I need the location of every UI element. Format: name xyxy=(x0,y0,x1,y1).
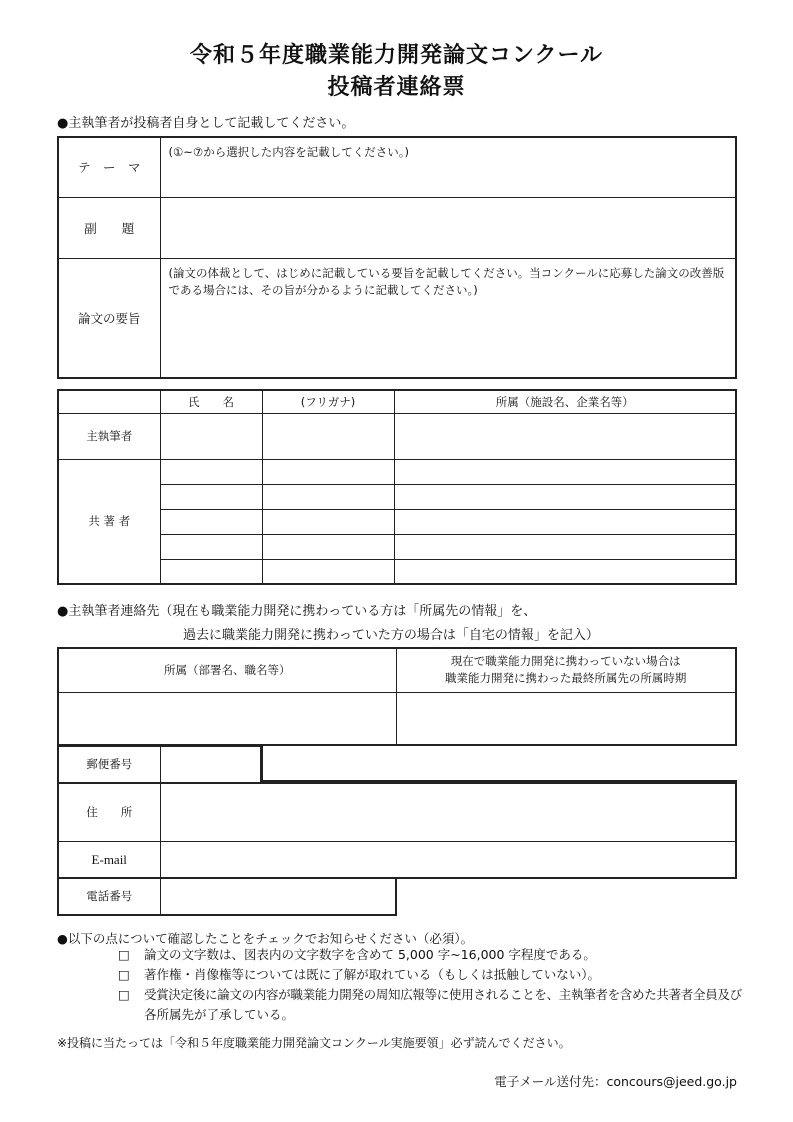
co-author-name-field[interactable] xyxy=(160,559,262,584)
summary-label: 論文の要旨 xyxy=(58,258,160,378)
contact-affiliation-field[interactable] xyxy=(58,692,396,745)
affiliation-header: 所属（施設名、企業名等） xyxy=(394,390,736,413)
theme-hint: (①~⑦から選択した内容を記載してください。) xyxy=(168,145,409,159)
checklist-item[interactable]: □ 著作権・肖像権等については既に了解が取れている（もしくは抵触していない）。 xyxy=(118,965,738,985)
contact-affiliation-header: 所属（部署名、職名等） xyxy=(58,648,396,692)
checkbox[interactable]: □ xyxy=(118,987,130,1002)
co-author-furigana-field[interactable] xyxy=(262,509,394,534)
checkbox[interactable]: □ xyxy=(118,967,130,982)
phone-field[interactable] xyxy=(160,878,396,915)
email-field[interactable] xyxy=(160,841,736,878)
address-field[interactable] xyxy=(160,783,736,841)
subtitle-field[interactable] xyxy=(160,197,736,258)
section1-note: ●主執筆者が投稿者自身として記載してください。 xyxy=(57,116,355,131)
checklist xyxy=(118,945,742,1025)
main-author-affiliation-field[interactable] xyxy=(394,413,736,459)
email-footer: 電子メール送付先：concours@jeed.go.jp xyxy=(494,1074,737,1089)
checklist-item[interactable]: □ 論文の文字数は、図表内の文字数字を含めて 5,000 字~16,000 字程度である。 xyxy=(118,945,738,965)
theme-field[interactable] xyxy=(160,137,736,197)
form-title: 令和５年度職業能力開発論文コンクール xyxy=(189,43,604,68)
phone-table xyxy=(57,877,397,916)
checkbox[interactable]: □ xyxy=(118,947,130,962)
co-author-affiliation-field[interactable] xyxy=(394,484,736,509)
phone-label: 電話番号 xyxy=(58,878,160,915)
co-author-name-field[interactable] xyxy=(160,534,262,559)
contact-note-line2: 過去に職業能力開発に携わっていた方の場合は「自宅の情報」を記入） xyxy=(183,628,599,643)
subtitle-label: 副 題 xyxy=(58,197,160,258)
period-header-line2: 職業能力開発に携わった最終所属先の所属時期 xyxy=(445,671,687,686)
email-label: E-mail xyxy=(58,841,160,878)
postal-label: 郵便番号 xyxy=(58,746,160,783)
checklist-item-continued: 各所属先が了承している。 xyxy=(144,1007,295,1022)
address-label: 住 所 xyxy=(58,783,160,841)
co-author-name-field[interactable] xyxy=(160,459,262,484)
period-header-line1: 現在で職業能力開発に携わっていない場合は xyxy=(450,654,681,669)
summary-field[interactable] xyxy=(160,258,736,378)
co-author-name-field[interactable] xyxy=(160,509,262,534)
postal-table xyxy=(57,745,262,784)
co-author-affiliation-field[interactable] xyxy=(394,459,736,484)
co-author-furigana-field[interactable] xyxy=(262,534,394,559)
co-author-affiliation-field[interactable] xyxy=(394,509,736,534)
main-author-name-field[interactable] xyxy=(160,413,262,459)
co-author-affiliation-field[interactable] xyxy=(394,559,736,584)
period-header xyxy=(396,648,736,692)
co-author-furigana-field[interactable] xyxy=(262,559,394,584)
theme-label: テ ー マ xyxy=(58,137,160,197)
co-author-affiliation-field[interactable] xyxy=(394,534,736,559)
postal-row-blank xyxy=(261,745,737,782)
address-table xyxy=(57,782,737,879)
main-author-label: 主執筆者 xyxy=(58,413,160,459)
checklist-title: ●以下の点について確認したことをチェックでお知らせください（必須）。 xyxy=(57,931,474,946)
authors-table xyxy=(57,389,737,585)
main-author-furigana-field[interactable] xyxy=(262,413,394,459)
form-subtitle: 投稿者連絡票 xyxy=(327,75,466,100)
contact-note-line1: ●主執筆者連絡先（現在も職業能力開発に携わっている方は「所属先の情報」を、 xyxy=(57,604,537,619)
postal-field[interactable] xyxy=(160,746,261,783)
co-author-name-field[interactable] xyxy=(160,484,262,509)
co-author-furigana-field[interactable] xyxy=(262,459,394,484)
period-field[interactable] xyxy=(396,692,736,745)
name-header: 氏 名 xyxy=(160,390,262,413)
checklist-item[interactable]: □ 受賞決定後に論文の内容が職業能力開発の周知広報等に使用されることを、主執筆者を含めた共著者全員及び xyxy=(118,985,738,1005)
furigana-header: (フリガナ) xyxy=(262,390,394,413)
co-author-furigana-field[interactable] xyxy=(262,484,394,509)
summary-hint: (論文の体裁として、はじめに記載している要旨を記載してください。当コンクールに応募した論文の改善版である場合には、その旨が分かるように記載してください。) xyxy=(168,265,725,297)
footnote: ※投稿に当たっては「令和５年度職業能力開発論文コンクール実施要領」必ず読んでください。 xyxy=(57,1036,571,1050)
paper-info-table xyxy=(57,136,737,379)
co-authors-label: 共 著 者 xyxy=(58,459,160,584)
affiliation-table xyxy=(57,647,737,746)
